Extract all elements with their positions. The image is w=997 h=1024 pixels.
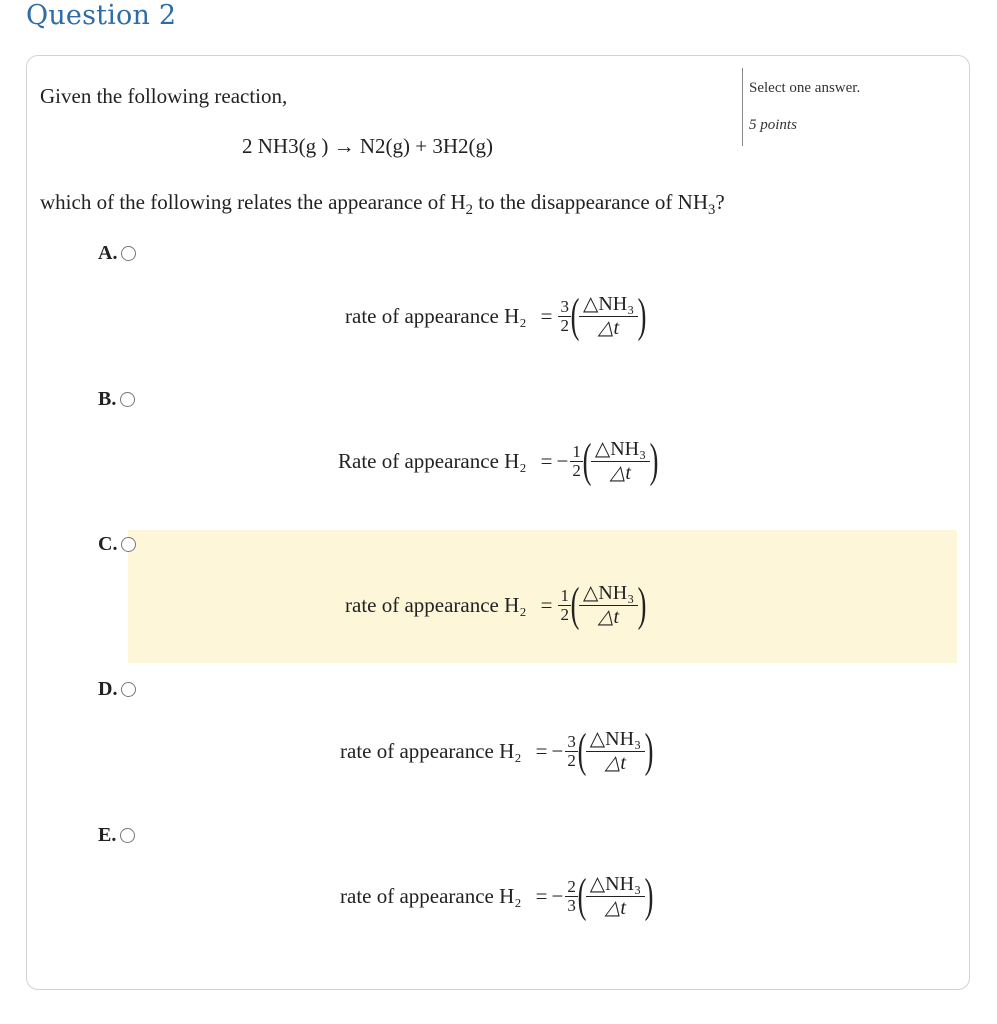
prompt-text-1: which of the following relates the appearance of H bbox=[40, 190, 466, 214]
option-d-ratio-num: △NH₃ bbox=[586, 728, 645, 752]
option-e-lhs: rate of appearance H₂ bbox=[340, 883, 522, 908]
option-b-left-paren: ( bbox=[582, 434, 592, 487]
option-e-letter: E. bbox=[98, 824, 117, 846]
option-c-radio[interactable] bbox=[121, 537, 136, 552]
option-d-coefficient bbox=[565, 733, 578, 770]
option-e-left-paren: ( bbox=[577, 869, 587, 922]
option-a-equals: = bbox=[540, 303, 553, 328]
option-d-ratio-den: △t bbox=[604, 751, 626, 774]
option-a-radio[interactable] bbox=[121, 246, 136, 261]
option-a-lhs: rate of appearance H₂ bbox=[345, 303, 527, 328]
question-prompt bbox=[40, 190, 725, 219]
option-a-right-paren: ) bbox=[637, 289, 647, 342]
option-e-coef-den: 3 bbox=[567, 895, 576, 915]
option-a-coefficient bbox=[558, 298, 571, 335]
option-d-left-paren: ( bbox=[577, 724, 587, 777]
option-a-ratio-den: △t bbox=[598, 316, 620, 339]
option-d-sign: − bbox=[551, 738, 564, 763]
option-b-radio[interactable] bbox=[120, 392, 135, 407]
option-c-right-paren: ) bbox=[637, 578, 647, 631]
option-c-lhs: rate of appearance H₂ bbox=[345, 592, 527, 617]
option-e[interactable] bbox=[98, 824, 135, 847]
option-e-ratio-den: △t bbox=[604, 896, 626, 919]
option-a-letter: A. bbox=[98, 242, 118, 264]
option-b-ratio-num: △NH₃ bbox=[591, 438, 650, 462]
option-c-coef-den: 2 bbox=[560, 604, 569, 624]
option-e-equals: = bbox=[535, 883, 548, 908]
option-c-coefficient bbox=[558, 587, 571, 624]
option-e-ratio bbox=[586, 873, 645, 920]
option-e-right-paren: ) bbox=[644, 869, 654, 922]
option-e-sign: − bbox=[551, 883, 564, 908]
reaction-equation: 2 NH3(g ) → N2(g) + 3H2(g) bbox=[242, 134, 493, 158]
option-b-lhs: Rate of appearance H₂ bbox=[338, 448, 527, 473]
option-a-coef-num: 3 bbox=[560, 296, 569, 316]
option-c-letter: C. bbox=[98, 533, 118, 555]
option-c-ratio bbox=[579, 582, 638, 629]
option-d-radio[interactable] bbox=[121, 682, 136, 697]
option-a-coef-den: 2 bbox=[560, 315, 569, 335]
option-b-coef-den: 2 bbox=[572, 460, 581, 480]
points-value: 5 points bbox=[749, 117, 797, 133]
option-c-ratio-den: △t bbox=[598, 605, 620, 628]
option-b-coef-num: 1 bbox=[572, 441, 581, 461]
option-a[interactable] bbox=[98, 242, 136, 265]
option-e-radio[interactable] bbox=[120, 828, 135, 843]
prompt-text-2: to the disappearance of NH bbox=[473, 190, 709, 214]
answer-instruction: Select one answer. bbox=[749, 80, 861, 96]
option-b-sign: − bbox=[556, 448, 569, 473]
option-b-equation[interactable] bbox=[338, 434, 659, 487]
option-c-coef-num: 1 bbox=[560, 585, 569, 605]
option-b-ratio-den: △t bbox=[609, 461, 631, 484]
option-a-left-paren: ( bbox=[570, 289, 580, 342]
option-c[interactable] bbox=[98, 533, 136, 556]
option-b-right-paren: ) bbox=[649, 434, 659, 487]
option-b-coefficient bbox=[570, 443, 583, 480]
option-a-ratio-num: △NH₃ bbox=[579, 293, 638, 317]
option-e-equation[interactable] bbox=[340, 869, 654, 922]
question-meta bbox=[742, 68, 860, 146]
option-d-equals: = bbox=[535, 738, 548, 763]
option-d-ratio bbox=[586, 728, 645, 775]
prompt-text-3: ? bbox=[715, 190, 725, 214]
option-b-equals: = bbox=[540, 448, 553, 473]
option-c-equals: = bbox=[540, 592, 553, 617]
option-e-coefficient bbox=[565, 878, 578, 915]
option-a-ratio bbox=[579, 293, 638, 340]
option-c-left-paren: ( bbox=[570, 578, 580, 631]
prompt-sub-2: 3 bbox=[708, 202, 716, 219]
option-b-letter: B. bbox=[98, 388, 117, 410]
option-d-right-paren: ) bbox=[644, 724, 654, 777]
option-b[interactable] bbox=[98, 388, 135, 411]
option-b-ratio bbox=[591, 438, 650, 485]
stem-intro: Given the following reaction, bbox=[40, 84, 288, 108]
option-e-ratio-num: △NH₃ bbox=[586, 873, 645, 897]
option-d-letter: D. bbox=[98, 678, 118, 700]
option-c-equation[interactable] bbox=[345, 578, 647, 631]
option-d[interactable] bbox=[98, 678, 136, 701]
option-d-coef-num: 3 bbox=[567, 731, 576, 751]
option-c-ratio-num: △NH₃ bbox=[579, 582, 638, 606]
option-a-equation[interactable] bbox=[345, 289, 647, 342]
option-d-equation[interactable] bbox=[340, 724, 654, 777]
prompt-sub-1: 2 bbox=[465, 202, 474, 219]
option-d-coef-den: 2 bbox=[567, 750, 576, 770]
option-e-coef-num: 2 bbox=[567, 876, 576, 896]
question-title: Question 2 bbox=[26, 0, 177, 31]
option-d-lhs: rate of appearance H₂ bbox=[340, 738, 522, 763]
